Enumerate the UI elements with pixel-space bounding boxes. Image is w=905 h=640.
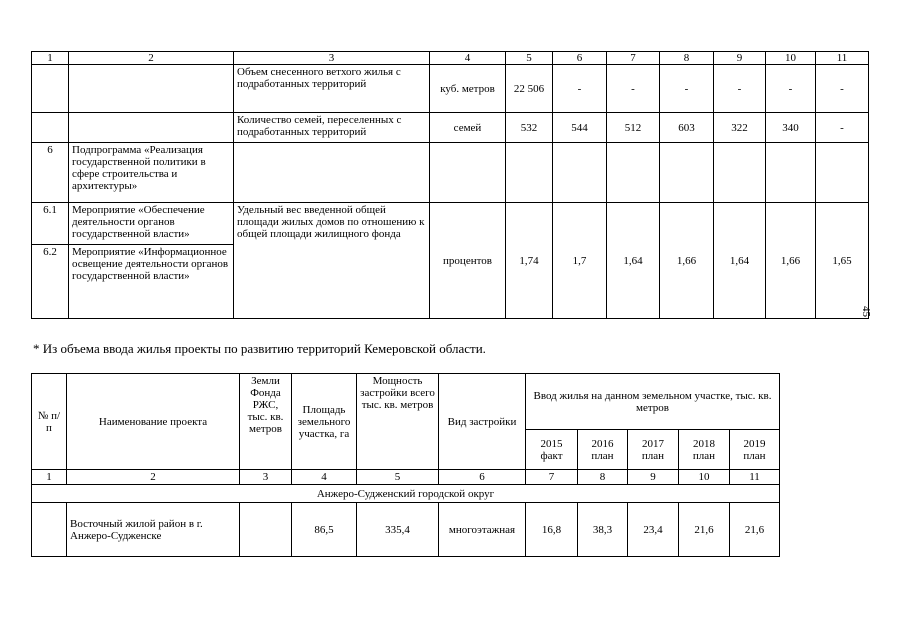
program-name: [69, 65, 234, 113]
building-type: многоэтажная: [439, 503, 526, 557]
unit: куб. метров: [430, 65, 506, 113]
value-cell: -: [766, 65, 816, 113]
program-name: Мероприятие «Обеспечение деятельности органов государственной власти»: [69, 203, 234, 245]
indicator-name: Объем снесенного ветхого жилья с подработанных территорий: [234, 65, 430, 113]
indicator-name: Удельный вес введенной общей площади жилых домов по отношению к общей площади жилищного фонда: [234, 203, 430, 319]
col-number: 9: [628, 470, 679, 485]
value-cell: -: [714, 65, 766, 113]
col-number: 3: [240, 470, 292, 485]
col-number: 2: [67, 470, 240, 485]
plot-area: 86,5: [292, 503, 357, 557]
value-cell: 544: [553, 113, 607, 143]
indicators-table: [31, 51, 869, 319]
project-name: Восточный жилой район в г. Анжеро-Судженске: [67, 503, 240, 557]
header-building-type: Вид застройки: [439, 374, 526, 470]
housing-projects-table: [31, 373, 780, 557]
program-name: Мероприятие «Информационное освещение деятельности органов государственной власти»: [69, 245, 234, 319]
table-row: [32, 143, 869, 203]
header-capacity: Мощность застройки всего тыс. кв. метров: [357, 374, 439, 470]
header-number: № п/п: [32, 374, 67, 470]
value-cell: 1,64: [607, 203, 660, 319]
col-number: 6: [439, 470, 526, 485]
value-cell: 22 506: [506, 65, 553, 113]
empty-cell: [714, 143, 766, 203]
fund-land: [240, 503, 292, 557]
section-heading: Анжеро-Судженский городской округ: [32, 485, 780, 503]
col-number: 11: [730, 470, 780, 485]
header-year: 2019 план: [730, 430, 780, 470]
empty-cell: [430, 143, 506, 203]
value-cell: -: [553, 65, 607, 113]
col-number: 1: [32, 52, 69, 65]
row-number: 6.2: [32, 245, 69, 319]
unit: семей: [430, 113, 506, 143]
row-number: [32, 113, 69, 143]
col-number: 8: [660, 52, 714, 65]
table-row: [32, 113, 869, 143]
col-number: 3: [234, 52, 430, 65]
col-number: 2: [69, 52, 234, 65]
empty-cell: [234, 143, 430, 203]
value-cell: 16,8: [526, 503, 578, 557]
value-cell: 38,3: [578, 503, 628, 557]
value-cell: 1,74: [506, 203, 553, 319]
row-number: 6.1: [32, 203, 69, 245]
capacity: 335,4: [357, 503, 439, 557]
header-fund-land: Земли Фонда РЖС, тыс. кв. метров: [240, 374, 292, 470]
header-year: 2015 факт: [526, 430, 578, 470]
empty-cell: [766, 143, 816, 203]
value-cell: 1,66: [660, 203, 714, 319]
value-cell: 23,4: [628, 503, 679, 557]
value-cell: 340: [766, 113, 816, 143]
table-row: [32, 65, 869, 113]
empty-cell: [607, 143, 660, 203]
page-number: 45: [860, 306, 872, 317]
value-cell: 21,6: [730, 503, 780, 557]
header-housing-input: Ввод жилья на данном земельном участке, тыс. кв. метров: [526, 374, 780, 430]
col-number: 10: [766, 52, 816, 65]
footnote: * Из объема ввода жилья проекты по развитию территорий Кемеровской области.: [33, 341, 486, 356]
row-number: 6: [32, 143, 69, 203]
col-number: 7: [607, 52, 660, 65]
value-cell: 512: [607, 113, 660, 143]
value-cell: -: [660, 65, 714, 113]
value-cell: -: [607, 65, 660, 113]
header-year: 2018 план: [679, 430, 730, 470]
table-row: [32, 203, 869, 245]
value-cell: 1,7: [553, 203, 607, 319]
value-cell: 603: [660, 113, 714, 143]
value-cell: 322: [714, 113, 766, 143]
header-plot-area: Площадь земельного участка, га: [292, 374, 357, 470]
row-number: [32, 65, 69, 113]
value-cell: 532: [506, 113, 553, 143]
empty-cell: [660, 143, 714, 203]
header-project-name: Наименование проекта: [67, 374, 240, 470]
empty-cell: [553, 143, 607, 203]
col-number: 7: [526, 470, 578, 485]
header-year: 2017 план: [628, 430, 679, 470]
value-cell: -: [816, 65, 869, 113]
table-row: [32, 503, 780, 557]
program-name: [69, 113, 234, 143]
indicator-name: Количество семей, переселенных с подработанных территорий: [234, 113, 430, 143]
col-number: 10: [679, 470, 730, 485]
empty-cell: [816, 143, 869, 203]
col-number: 1: [32, 470, 67, 485]
col-number: 11: [816, 52, 869, 65]
col-number: 5: [357, 470, 439, 485]
value-cell: -: [816, 113, 869, 143]
col-number: 8: [578, 470, 628, 485]
col-number: 9: [714, 52, 766, 65]
col-number: 6: [553, 52, 607, 65]
col-number: 4: [430, 52, 506, 65]
empty-cell: [506, 143, 553, 203]
column-number-row: [32, 52, 869, 65]
header-year: 2016 план: [578, 430, 628, 470]
unit: процентов: [430, 203, 506, 319]
col-number: 5: [506, 52, 553, 65]
row-number: [32, 503, 67, 557]
program-name: Подпрограмма «Реализация государственной политики в сфере строительства и архитектуры»: [69, 143, 234, 203]
value-cell: 21,6: [679, 503, 730, 557]
value-cell: 1,66: [766, 203, 816, 319]
value-cell: 1,64: [714, 203, 766, 319]
column-number-row: [32, 470, 780, 485]
col-number: 4: [292, 470, 357, 485]
value-cell: 1,65: [816, 203, 869, 319]
